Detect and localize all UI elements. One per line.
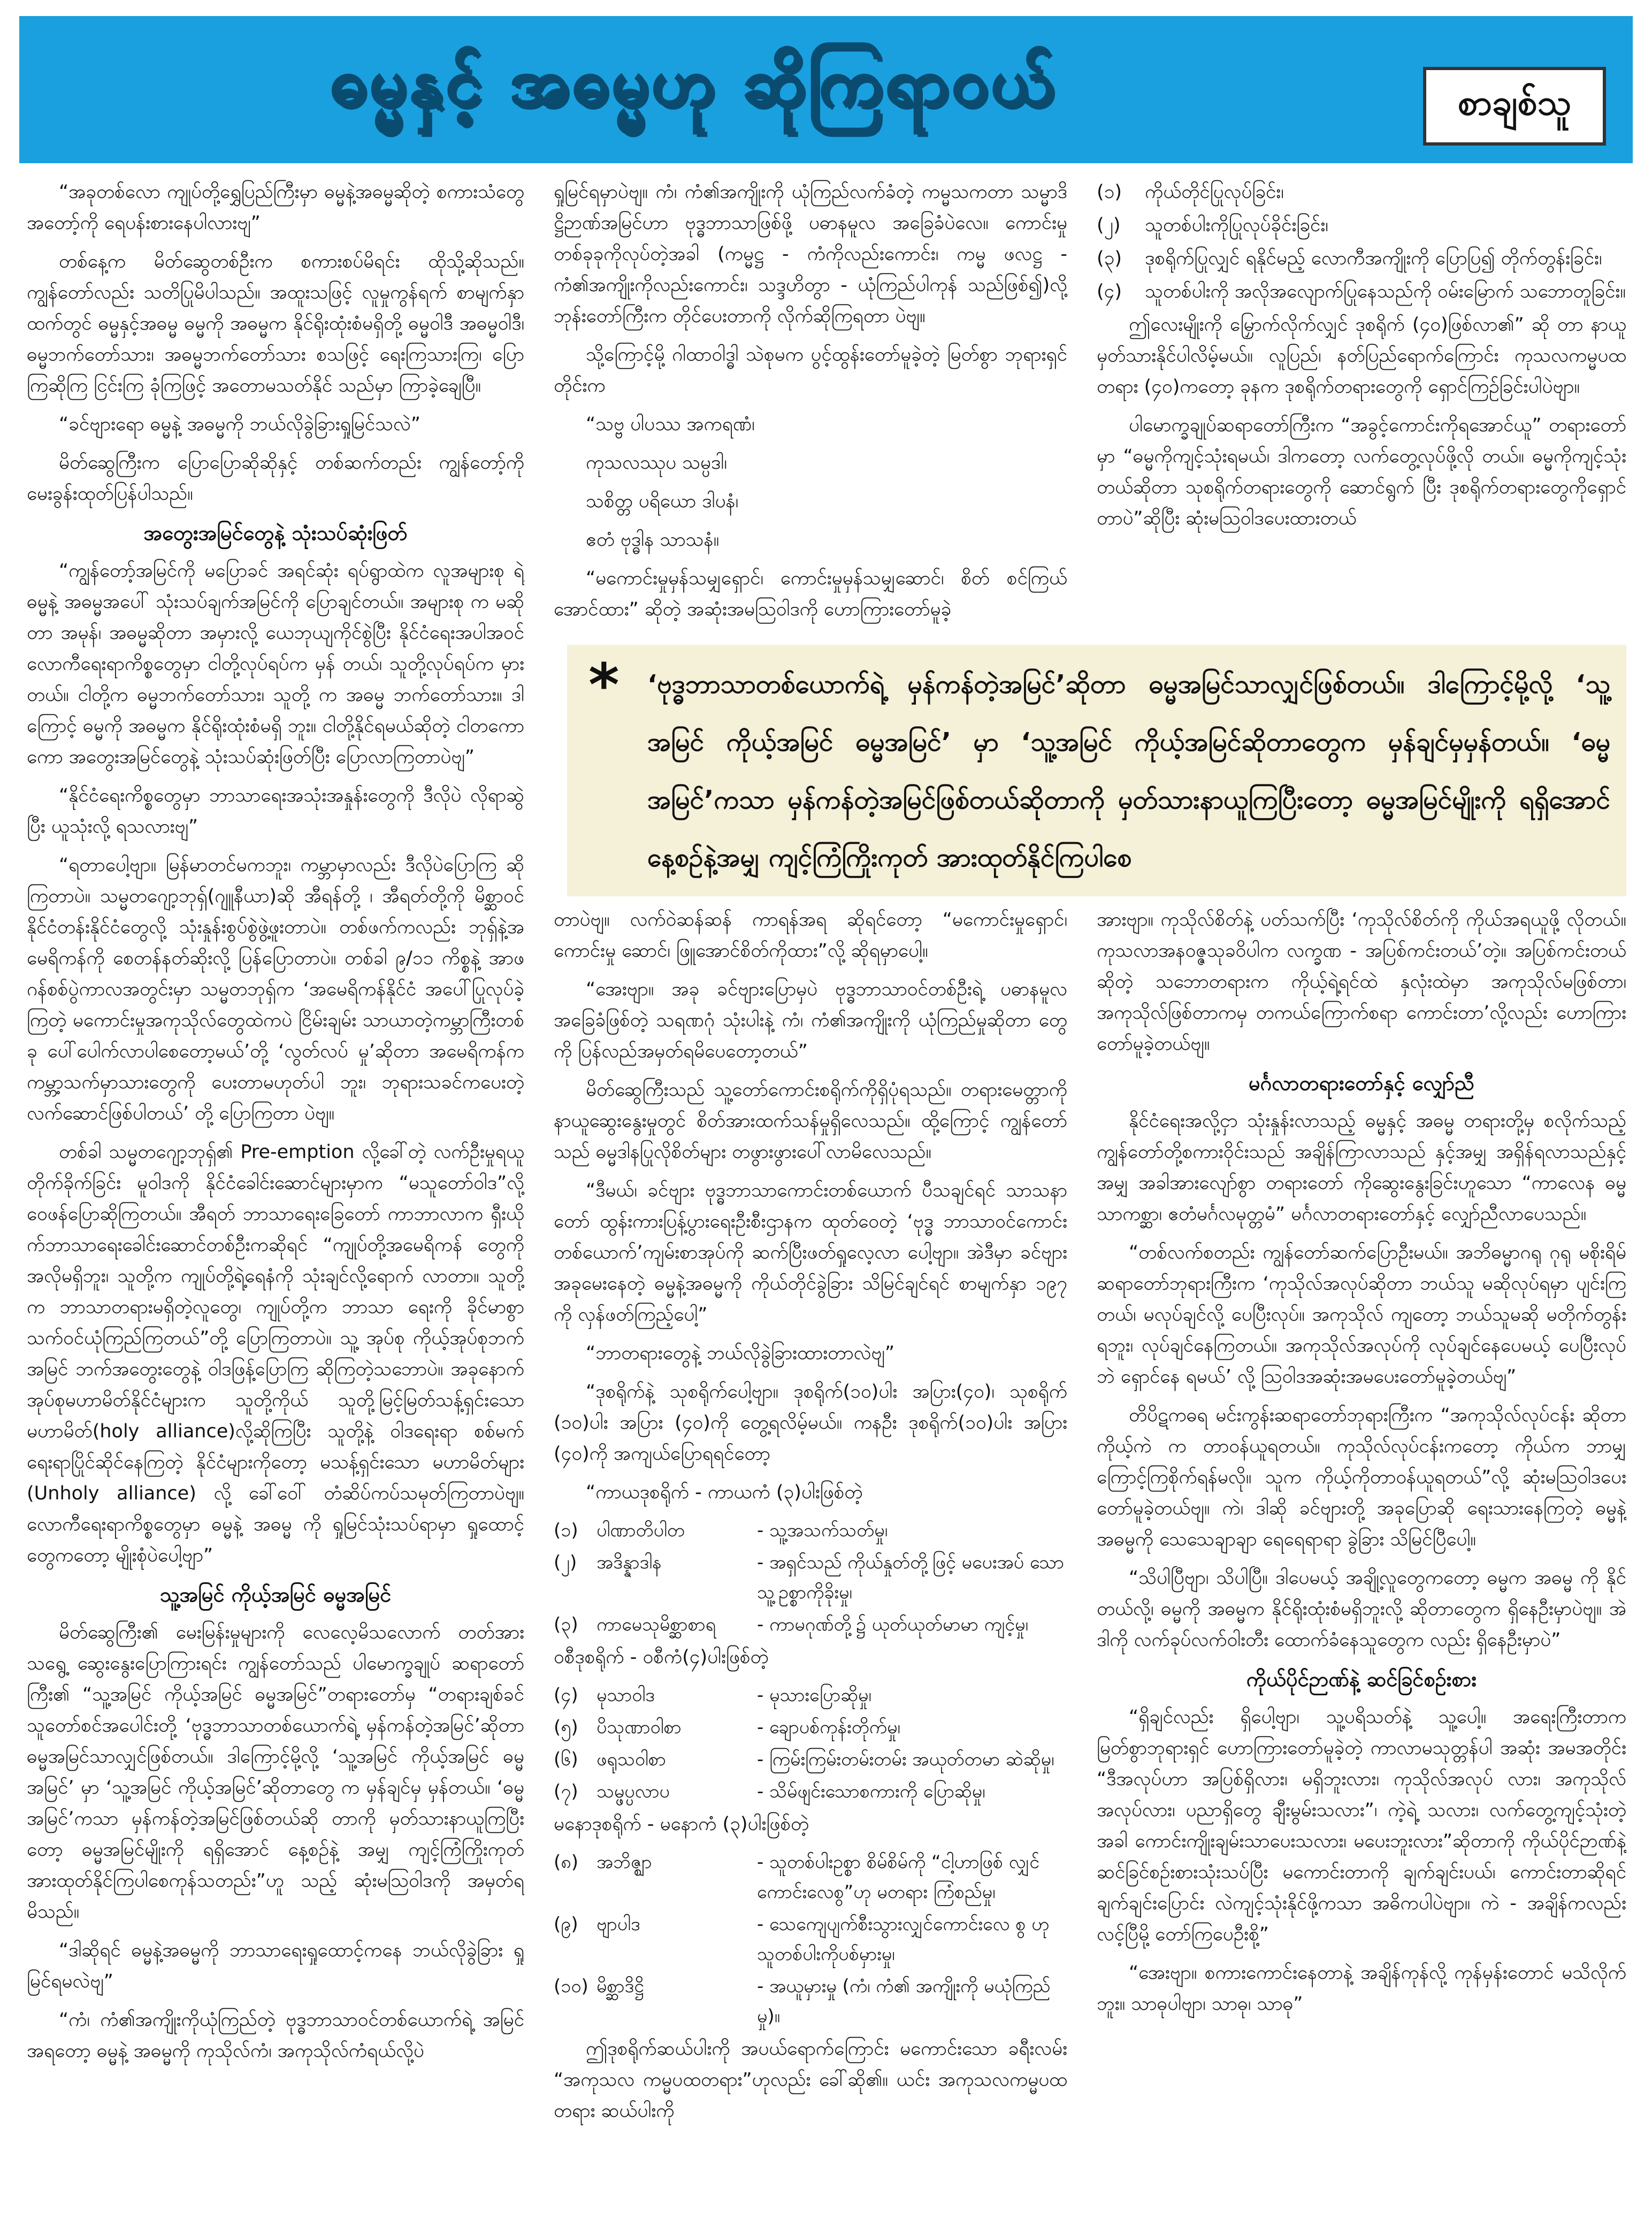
definition-row: (၈) အဘိဇ္ဈာ - သူတစ်ပါးဥစ္စာ စိမ်စိမ်ကို “ငါ့ဟာဖြစ် လျှင် ကောင်းလေစွ”ဟု မတရား ကြံစည်မှု၊ [554,1851,1040,1903]
paragraph: “ဒုစရိုက်နဲ့ သုစရိုက်ပေါ့ဗျာ။ ဒုစရိုက်(၁၀)ပါး အပြား(၄၀)၊ သုစရိုက် (၁၀)ပါး အပြား (၄၀)ကို တွေ့ရလိမ့်မယ်။ ကနဦး ဒုစရိုက်(၁၀)ပါး အပြား (၄၀)ကို အကျယ်ပြောရရင်တော့ [554,1381,1067,1465]
paragraph: “ဒါဆိုရင် ဓမ္မနဲ့အဓမ္မကို ဘာသာရေးရှုထောင့်ကနေ ဘယ်လိုခွဲခြား ရှုမြင်ရမလဲဗျ” [27,1940,524,1992]
section-heading: မင်္ဂလာတရားတော်နှင့် လျှော်ညီ [1248,1071,1475,1095]
paragraph: အားဗျာ။ ကုသိုလ်စိတ်နဲ့ ပတ်သက်ပြီး ‘ကုသိုလ်စိတ်ကို ကိုယ်အရယူဖို့ လိုတယ်။ ကုသလာအနဝဇ္ဇသုခဝိပါက လက္ခဏ - အပြစ်ကင်းတယ်’တဲ့။ အပြစ်ကင်းတယ်ဆိုတဲ့ သဘောတရားက ကိုယ့်ရဲ့ရင်ထဲ နှလုံးထဲမှာ အကုသိုလ်မဖြစ်တာ၊ အကုသိုလ်ဖြစ်တာကမှ တကယ်ကြောက်စရာ ကောင်းတာ’လို့လည်း ဟောကြားတော်မူခဲ့တယ်ဗျ။ [1097,909,1626,1055]
paragraph: “အေးဗျာ။ အခု ခင်ဗျားပြောမှပဲ ဗုဒ္ဓဘာသာဝင်တစ်ဦးရဲ့ ပဓာနမူလ အခြေခံဖြစ်တဲ့ သရဏဂုံ သုံးပါးနဲ့ ကံ၊ ကံ၏အကျိုးကို ယုံကြည်မှုဆိုတာ တွေကို ပြန်လည်အမှတ်ရမိပေတော့တယ်” [554,979,1067,1062]
verse-line: “သဗ္ဗ ပါပဿ အကရဏံ၊ [586,414,755,435]
column-3-bottom [1097,904,1626,2205]
paragraph: “ကံ၊ ကံ၏အကျိုးကိုယုံကြည်တဲ့ ဗုဒ္ဓဘာသာဝင်တစ်ယောက်ရဲ့ အမြင်အရတော့ ဓမ္မနဲ့ အဓမ္မကို ကုသိုလ်ကံ၊ အကုသိုလ်ကံရယ်လို့ပဲ [27,2009,524,2062]
column-1 [27,177,524,2205]
paragraph: ဤလေးမျိုးကို မြှောက်လိုက်လျှင် ဒုစရိုက် (၄၀)ဖြစ်လာ၏” ဆို တာ နာယူ မှတ်သားနိုင်ပါလိမ့်မယ်။ လူပြည်၊ နတ်ပြည်ရောက်ကြောင်း ကုသလကမ္မပထ တရား (၄၀)ကတော့ ခုနက ဒုစရိုက်တရားတွေကို ရှောင်ကြဉ်ခြင်းပါပဲဗျာ။ [1097,314,1626,398]
paragraph: မိတ်ဆွေကြီးသည် သူ့တော်ကောင်းစရိုက်ကိုရှိပုံရသည်။ တရားမေတ္တာကို နာယူဆွေးနွေးမှုတွင် စိတ်အားထက်သန်မှုရှိလေသည်။ ထို့ကြောင့် ကျွန်တော်သည် ဓမ္မဒါနပြုလိုစိတ်များ တဖွားဖွားပေါ်လာမိလေသည်။ [554,1079,1067,1163]
pull-quote [567,645,1626,896]
definition-row: (၄) မုသာဝါဒ - မုသားပြောဆိုမှု၊ [554,1685,871,1706]
title-banner [19,16,1633,163]
paragraph: “ရှိချင်လည်း ရှိပေါ့ဗျာ၊ သူ့ပရိသတ်နဲ့ သူ့ပေါ့။ အရေးကြီးတာက မြတ်စွာဘုရားရှင် ဟောကြားတော်မူခဲ့တဲ့ ကာလာမသုတ္တန်ပါ အဆုံး အမအတိုင်း “ဒီအလုပ်ဟာ အပြစ်ရှိလား၊ မရှိဘူးလား၊ ကုသိုလ်အလုပ် လား၊ အကုသိုလ်အလုပ်လား၊ ပညာရှိတွေ ချီးမွမ်းသလား”၊ ကဲ့ရဲ့ သလား၊ လက်တွေ့ကျင့်သုံးတဲ့အခါ ကောင်းကျိုးချမ်းသာပေးသလား၊ မပေးဘူးလား”ဆိုတာကို ကိုယ်ပိုင်ဉာဏ်နဲ့ ဆင်ခြင်စဉ်းစားသုံးသပ်ပြီး မကောင်းတာကို ချက်ချင်းပယ်၊ ကောင်းတာဆိုရင် ချက်ချင်းပြောင်း လဲကျင့်သုံးနိုင်ဖို့ကသာ အဓိကပါပဲဗျာ။ ကဲ - အချိန်ကလည်းလင့်ပြီမို့ တော်ကြပေဦးစို့” [1097,1706,1626,1945]
group-heading: ဝစီဒုစရိုက် - ဝစီကံ(၄)ပါးဖြစ်တဲ့ [554,1647,769,1668]
definition-row: (၂) အဒိန္နာဒါန - အရှင်သည် ကိုယ်နှုတ်တို့ဖြင့် မပေးအပ် သော သူ့ဥစ္စာကိုခိုးမှု၊ [554,1552,1064,1603]
paragraph: တာပဲဗျ။ လက်ဝဲဆန်ဆန် ကာရန်အရ ဆိုရင်တော့ “မကောင်းမှုရှောင်၊ ကောင်းမှု ဆောင်၊ ဖြူအောင်စိတ်ကိုထား”လို့ ဆိုရမှာပေါ့။ [554,909,1067,962]
asterisk-icon: * [588,651,620,719]
paragraph: “အေးဗျာ။ စကားကောင်းနေတာနဲ့ အချိန်ကုန်လို့ ကုန်မှန်းတောင် မသိလိုက်ဘူး။ သာဓုပါဗျာ၊ သာဓု၊ သာဓု” [1097,1962,1626,2015]
group-heading: မနောဒုစရိုက် - မနောကံ (၃)ပါးဖြစ်တဲ့ [554,1813,809,1835]
paragraph: “ကျွန်တော့်အမြင်ကို မပြောခင် အရင်ဆုံး ရပ်ရွာထဲက လူအများစု ရဲ့ ဓမ္မနဲ့ အဓမ္မအပေါ် သုံးသပ်ချက်အမြင်ကို ပြောချင်တယ်။ အများစု က မဆိုတာ အမုန်၊ အဓမ္မဆိုတာ အမှားလို့ ယေဘုယျကိုင်စွဲပြီး နိုင်ငံရေးအပါအဝင် လောကီရေးရာကိစ္စတွေမှာ ငါတို့လုပ်ရပ်က မှန် တယ်၊ သူတို့လုပ်ရပ်က မှားတယ်။ ငါတို့က ဓမ္မဘက်တော်သား၊ သူတို့ က အဓမ္မ ဘက်တော်သား။ ဒါကြောင့် ဓမ္မကို အဓမ္မက နိုင်ရိုးထုံးစံမရှိ ဘူး။ ငါတို့နိုင်ရမယ်ဆိုတဲ့ ငါတကော ကော အတွေးအမြင်တွေနဲ့ သုံးသပ်ဆုံးဖြတ်ပြီး ပြောလာကြတာပဲဗျ” [27,560,524,768]
paragraph: “ဘာတရားတွေနဲ့ ဘယ်လိုခွဲခြားထားတာလဲဗျ” [586,1343,895,1364]
paragraph: “အခုတစ်လော ကျုပ်တို့ရွှေပြည်ကြီးမှာ ဓမ္မနဲ့အဓမ္မဆိုတဲ့ စကားသံတွေ အတော့်ကို ရေပန်းစားနေပါလားဗျ” [27,181,524,234]
paragraph: မိတ်ဆွေကြီး၏ မေးမြန်းမှုများကို လေလေ့မိသလောက် တတ်အား သရွေ့ ဆွေးနွေးပြောကြားရင်း ကျွန်တော်သည် ပါမောက္ခချုပ် ဆရာတော်ကြီး၏ “သူ့အမြင် ကိုယ့်အမြင် ဓမ္မအမြင်”တရားတော်မှ “တရားချစ်ခင်သူတော်စင်အပေါင်းတို့ ‘ဗုဒ္ဓဘာသာတစ်ယောက်ရဲ့ မှန်ကန်တဲ့အမြင်’ဆိုတာ ဓမ္မအမြင်သာလျှင်ဖြစ်တယ်။ ဒါကြောင့်မို့လို့ ‘သူ့အမြင် ကိုယ့်အမြင် ဓမ္မအမြင်’ မှာ ‘သူ့အမြင် ကိုယ့်အမြင်’ဆိုတာတွေ က မှန်ချင်မှ မှန်တယ်။ ‘ဓမ္မအမြင်’ကသာ မှန်ကန်တဲ့အမြင်ဖြစ်တယ်ဆို တာကို မှတ်သားနာယူကြပြီးတော့ ဓမ္မအမြင်မျိုးကို ရရှိအောင် နေ့စဉ်နဲ့ အမျှ ကျင့်ကြံကြိုးကုတ် အားထုတ်နိုင်ကြပါစေကုန်သတည်း”ဟူ သည့် ဆုံးမဩဝါဒကို အမှတ်ရမိသည်။ [27,1622,524,1923]
paragraph: တိပိဋကဓရ မင်းကွန်းဆရာတော်ဘုရားကြီးက “အကုသိုလ်လုပ်ငန်း ဆိုတာ ကိုယ့်ကဲ က တာဝန်ယူရတယ်။ ကုသိုလ်လုပ်ငန်းကတော့ ကိုယ်က ဘာမျှ ကြောင့်ကြစိုက်ရန်မလို။ သူက ကိုယ့်ကိုတာဝန်ယူရတယ်”လို့ ဆုံးမဩဝါဒပေးတော်မူခဲ့တယ်ဗျ။ ကဲ၊ ဒါဆို ခင်ဗျားတို့ အခုပြောဆို ရေးသားနေကြတဲ့ ဓမ္မနဲ့ အဓမ္မကို သေသေချာချာ ရေရေရာရာ ခွဲခြား သိမြင်ပြီပေါ့။ [1097,1405,1626,1550]
paragraph: “နိုင်ငံရေးကိစ္စတွေမှာ ဘာသာရေးအသုံးအနှုန်းတွေကို ဒီလိုပဲ လိုရာဆွဲပြီး ယူသုံးလို့ ရသလားဗျ” [27,785,524,837]
definition-row: (၉) ဗျာပါဒ - သေကျေပျက်စီးသွားလျှင်ကောင်းလေ စွ ဟု သူတစ်ပါးကိုပစ်မှားမှု၊ [554,1914,1050,1965]
paragraph: “ခင်ဗျားရော ဓမ္မနဲ့ အဓမ္မကို ဘယ်လိုခွဲခြားရှုမြင်သလဲ” [59,414,420,435]
paragraph: မိတ်ဆွေကြီးက ပြောပြောဆိုဆိုနှင့် တစ်ဆက်တည်း ကျွန်တော့်ကို မေးခွန်းထုတ်ပြန်ပါသည်။ [27,452,524,505]
paragraph: ရှုမြင်ရမှာပဲဗျ။ ကံ၊ ကံ၏အကျိုးကို ယုံကြည်လက်ခံတဲ့ ကမ္မသကတာ သမ္မာဒိဋ္ဌိဉာဏ်အမြင်ဟာ ဗုဒ္ဓဘာသာဖြစ်ဖို့ ပဓာနမူလ အခြေခံပဲလေ။ ကောင်းမှုတစ်ခုခုကိုလုပ်တဲ့အခါ (ကမ္မဋ္ဌ - ကံကိုလည်းကောင်း၊ ကမ္မ ဖလဋ္ဌ - ကံ၏အကျိုးကိုလည်းကောင်း၊ သဒ္ဒဟိတွာ - ယုံကြည်ပါကုန် သည်ဖြစ်၍)လို့ ဘုန်းတော်ကြီးက တိုင်ပေးတာကို လိုက်ဆိုကြရတာ ပဲဗျ။ [554,181,1067,327]
paragraph: ဤဒုစရိုက်ဆယ်ပါးကို အပယ်ရောက်ကြောင်း မကောင်းသော ခရီးလမ်း “အကုသလ ကမ္မပထတရား”ဟုလည်း ခေါ်ဆို၏။ ယင်း အကုသလကမ္မပထတရား ဆယ်ပါးကို [554,2038,1067,2122]
group-heading: “ကာယဒုစရိုက် - ကာယကံ (၃)ပါးဖြစ်တဲ့ [586,1482,863,1503]
definition-row: (၅) ပိသုဏာဝါစာ - ချောပစ်ကုန်းတိုက်မှု၊ [554,1717,900,1738]
section-heading: အတွေးအမြင်တွေနဲ့ သုံးသပ်ဆုံးဖြတ် [143,521,408,545]
author-byline: စာချစ်သူ [1423,67,1606,146]
definition-row: (၁၀) မိစ္ဆာဒိဋ္ဌိ - အယူမှားမှု (ကံ၊ ကံ၏ အကျိုးကို မယုံကြည်မှု)။ [554,1976,1051,2027]
paragraph: “တစ်လက်စတည်း ကျွန်တော်ဆက်ပြောဦးမယ်။ အဘိဓမ္မာဂရု ဂုရု မစိုးရိမ်ဆရာတော်ဘုရားကြီးက ‘ကုသိုလ်အလုပ်ဆိုတာ ဘယ်သူ မဆိုလုပ်ရမှာ ပျင်းကြတယ်၊ မလုပ်ချင်လို့ ပေပြီးလုပ်။ အကုသိုလ် ကျတော့ ဘယ်သူမဆို မတိုက်တွန်းရဘူး၊ လုပ်ချင်နေကြတယ်။ အကုသိုလ်အလုပ်ကို လုပ်ချင်နေပေမယ့် ပေပြီးလုပ်ဘဲ ရှောင်နေ ရမယ်’ လို့ ဩဝါဒအဆုံးအမပေးတော်မူခဲ့တယ်ဗျ” [1097,1242,1626,1388]
definition-row: (၇) သမ္ဖပ္ပလာပ - သိမ်ဖျင်းသောစကားကို ပြောဆိုမှု၊ [554,1781,985,1802]
paragraph: နိုင်ငံရေးအလို့ငှာ သုံးနှုန်းလာသည့် ဓမ္မနှင့် အဓမ္မ တရားတို့မှ စလိုက်သည့် ကျွန်တော်တို့စကားဝိုင်းသည် အချိန်ကြာလာသည် နှင့်အမျှ အရှိန်ရလာသည်နှင့်အမျှ အခါအားလျော်စွာ တရားတော် ကိုဆွေးနွေးခြင်းဟူသော “ကာလေန ဓမ္မသာကစ္ဆာ၊ ဧတံမင်္ဂလမုတ္တမံ” မင်္ဂလာတရားတော်နှင့် လျှော်ညီလာပေသည်။ [1097,1110,1626,1225]
paragraph: “သိပါပြီဗျာ၊ သိပါပြီ။ ဒါပေမယ့် အချို့လူတွေကတော့ ဓမ္မက အဓမ္မ ကို နိုင်တယ်လို့၊ ဓမ္မကို အဓမ္မက နိုင်ရိုးထုံးစံမရှိဘူးလို့ ဆိုတာတွေက ရှိနေဦးမှာပဲဗျ။ အဲဒါကို လက်ခုပ်လက်ဝါးတီး ထောက်ခံနေသူတွေက လည်း ရှိနေဦးမှာပဲ” [1097,1567,1626,1651]
list-item: (၄) သူတစ်ပါးကို အလိုအလျောက်ပြုနေသည်ကို ဝမ်းမြောက် သဘောတူခြင်း။ [1097,281,1626,302]
pull-quote-text: ‘ဗုဒ္ဓဘာသာတစ်ယောက်ရဲ့ မှန်ကန်တဲ့အမြင်’ဆိုတာ ဓမ္မအမြင်သာလျှင်ဖြစ်တယ်။ ဒါကြောင့်မို့လို့ ‘သူ့အမြင် ကိုယ့်အမြင် ဓမ္မအမြင်’ မှာ ‘သူ့အမြင် ကိုယ့်အမြင်ဆိုတာတွေက မှန်ချင်မှမှန်တယ်။ ‘ဓမ္မအမြင်’ကသာ မှန်ကန်တဲ့အမြင်ဖြစ်တယ်ဆိုတာကို မှတ်သားနာယူကြပြီးတော့ ဓမ္မအမြင်မျိုးကို ရရှိအောင် နေ့စဉ်နဲ့အမျှ ကျင့်ကြံကြိုးကုတ် အားထုတ်နိုင်ကြပါစေ [647,669,1610,873]
verse-line: သစိတ္တ ပရိယော ဒါပနံ၊ [586,491,739,512]
paragraph: “ဒီမယ်၊ ခင်ဗျား ဗုဒ္ဓဘာသာကောင်းတစ်ယောက် ပီသချင်ရင် သာသနာတော် ထွန်းကားပြန့်ပွားရေးဦးစီးဌာနက ထုတ်ဝေတဲ့ ‘ဗုဒ္ဓ ဘာသာဝင်ကောင်းတစ်ယောက်’ကျမ်းစာအုပ်ကို ဆက်ပြီးဖတ်ရှုလေ့လာ ပေါ့ဗျာ။ အဲဒီမှာ ခင်ဗျား အခုမေးနေတဲ့ ဓမ္မနဲ့အဓမ္မကို ကိုယ်တိုင်ခွဲခြား သိမြင်ချင်ရင် စာမျက်နှာ ၁၉၇ ကို လှန်ဖတ်ကြည့်ပေါ့” [554,1180,1067,1325]
paragraph: ပါမောက္ခချုပ်ဆရာတော်ကြီးက “အခွင့်ကောင်းကိုရအောင်ယူ” တရားတော်မှာ “ဓမ္မကိုကျင့်သုံးရမယ်၊ ဒါကတော့ လက်တွေ့လုပ်ဖို့လို တယ်။ ဓမ္မကိုကျင့်သုံးတယ်ဆိုတာ သုစရိုက်တရားတွေကို ဆောင်ရွက် ပြီး ဒုစရိုက်တရားတွေကိုရှောင်တာပဲ”ဆိုပြီး ဆုံးမဩဝါဒပေးထားတယ် [1097,415,1626,529]
paragraph: တစ်ခါ သမ္မတဂျော့ဘုရှ်၏ Pre-emption လို့ခေါ်တဲ့ လက်ဦးမှုရယူ တိုက်ခိုက်ခြင်း မူဝါဒကို နိုင်ငံခေါင်းဆောင်များမှာက “မသူတော်ဝါဒ”လို့ ဝေဖန်ပြောဆိုကြတယ်။ အီရတ် ဘာသာရေးခြေတော် ကာဘာလာက ရှီးယိုက်ဘာသာရေးခေါင်းဆောင်တစ်ဦးကဆိုရင် “ကျုပ်တို့အမေရိကန် တွေကို အလိုမရှိဘူး၊ သူတို့က ကျုပ်တို့ရဲ့ရေနံကို သုံးချင်လို့ရောက် လာတာ။ သူတို့က ဘာသာတရားမရှိတဲ့လူတွေ၊ ကျုပ်တို့က ဘာသာ ရေးကို ခိုင်မာစွာ သက်ဝင်ယုံကြည်ကြတယ်”တို့ ပြောကြတာပဲ။ သူ့ အုပ်စု ကိုယ့်အုပ်စုဘက်အမြင် ဘက်အတွေးတွေနဲ့ ဝါဒဖြန့်ပြောကြ ဆိုကြတဲ့သဘောပဲ။ အခုနောက်အုပ်စုမဟာမိတ်နိုင်ငံများက သူတို့ကိုယ် သူတို့မြင့်မြတ်သန့်ရှင်းသော မဟာမိတ်(holy alliance)လို့ဆိုကြပြီး သူတို့နဲ့ ဝါဒရေးရာ စစ်မက်ရေးရာပြိုင်ဆိုင်နေကြတဲ့ နိုင်ငံများကိုတော့ မသန့်ရှင်းသော မဟာမိတ်များ (Unholy alliance) လို့ ခေါ်ဝေါ် တံဆိပ်ကပ်သမုတ်ကြတာပဲဗျ။ လောကီရေးရာကိစ္စတွေမှာ ဓမ္မနဲ့ အဓမ္မ ကို ရှုမြင်သုံးသပ်ရာမှာ ရှုထောင့်တွေကတော့ မျိုးစုံပဲပေါ့ဗျာ” [27,1141,524,1566]
verse-line: ဧတံ ဗုဒ္ဓါန သာသနံ။ [586,529,720,551]
list-item: (၁) ကိုယ်တိုင်ပြုလုပ်ခြင်း၊ [1097,181,1284,203]
section-heading: သူ့အမြင် ကိုယ့်အမြင် ဓမ္မအမြင် [159,1583,392,1606]
paragraph: သို့ကြောင့်မို့ ဂါထာဝါဒ္ဓါ သဲစုမက ပွင့်ထွန်းတော်မူခဲ့တဲ့ မြတ်စွာ ဘုရားရှင်တိုင်းက [554,344,1067,397]
paragraph: တစ်နေ့က မိတ်ဆွေတစ်ဦးက စကားစပ်မိရင်း ထိုသို့ဆိုသည်။ ကျွန်တော်လည်း သတိပြုမိပါသည်။ အထူးသဖြင့် လူမှုကွန်ရက် စာမျက်နှာထက်တွင် ဓမ္မနှင့်အဓမ္မ ဓမ္မကို အဓမ္မက နိုင်ရိုးထုံးစံမရှိတို့ ဓမ္မဝါဒီ အဓမ္မဝါဒီ၊ ဓမ္မဘက်တော်သား၊ အဓမ္မဘက်တော်သား စသဖြင့် ရေးကြသားကြ၊ ပြောကြဆိုကြ ငြင်းကြ ခုံကြဖြင့် အတောမသတ်နိုင် သည်မှာ ကြာခဲ့ချေပြီ။ [27,251,524,397]
article-title: ဓမ္မနှင့် အဓမ္မဟု ဆိုကြရာဝယ် [330,45,1057,120]
paragraph: “ရတာပေါ့ဗျာ။ မြန်မာတင်မကဘူး၊ ကမ္ဘာမှာလည်း ဒီလိုပဲပြောကြ ဆိုကြတာပဲ။ သမ္မတဂျော့ဘုရှ်(ဂျူနီယာ)ဆို အီရန်တို့ ၊ အီရတ်တို့ကို မိစ္ဆာဝင်နိုင်ငံတန်းနိုင်ငံတွေလို့ သုံးနှုန်းစွပ်စွဲဖွဲ့ဖူးတာပဲ။ တစ်ဖက်ကလည်း ဘုရှ်နဲ့အမေရိကန်ကို စေတန်နတ်ဆိုးလို့ ပြန်ပြောတာပဲ။ တစ်ခါ ၉/၁၁ ကိစ္စနဲ့ အာဖဂန်စစ်ပွဲကာလအတွင်းမှာ သမ္မတဘုရှ်က ‘အမေရိကန်နိုင်ငံ အပေါ်ပြုလုပ်ခဲ့ကြတဲ့ မကောင်းမှုအကုသိုလ်တွေထဲကပဲ ငြိမ်းချမ်း သာယာတဲ့ကမ္ဘာကြီးတစ်ခု ပေါ်ပေါက်လာပါစေတော့မယ်’တို့ ‘လွတ်လပ် မှု’ဆိုတာ အမေရိကန်က ကမ္ဘာ့သက်မှာသားတွေကို ပေးတာမဟုတ်ပါ ဘူး၊ ဘုရားသခင်ကပေးတဲ့ လက်ဆောင်ဖြစ်ပါတယ်’ တို့ ပြောကြတာ ပဲဗျ။ [27,855,524,1124]
definition-row: (၃) ကာမေသုမိစ္ဆာစာရ - ကာမဂုဏ်တို့၌ ယုတ်ယုတ်မာမာ ကျင့်မှု၊ [554,1614,1028,1635]
column-2-bottom [554,904,1067,2205]
section-heading: ကိုယ်ပိုင်ဉာဏ်နဲ့ ဆင်ခြင်စဉ်းစား [1246,1667,1477,1691]
list-item: (၃) ဒုစရိုက်ပြုလျှင် ရနိုင်မည့် လောကီအကျိုးကို ပြောပြ၍ တိုက်တွန်းခြင်း၊ [1097,248,1602,269]
list-item: (၂) သူတစ်ပါးကိုပြုလုပ်ခိုင်းခြင်း၊ [1097,215,1328,236]
definition-row: (၆) ဖရုသဝါစာ - ကြမ်းကြမ်းတမ်းတမ်း အယုတ်တမာ ဆဲဆိုမှု၊ [554,1749,1054,1770]
definition-row: (၁) ပါဏာတိပါတ - သူ့အသက်သတ်မှု၊ [554,1520,888,1541]
verse-line: ကုသလဿုပ သမ္ပဒါ၊ [586,452,727,474]
paragraph: “မကောင်းမှုမှန်သမျှရှောင်၊ ကောင်းမှုမှန်သမျှဆောင်၊ စိတ် စင်ကြယ်အောင်ထား” ဆိုတဲ့ အဆုံးအမဩဝါဒကို ဟောကြားတော်မူခဲ့ [554,568,1067,620]
